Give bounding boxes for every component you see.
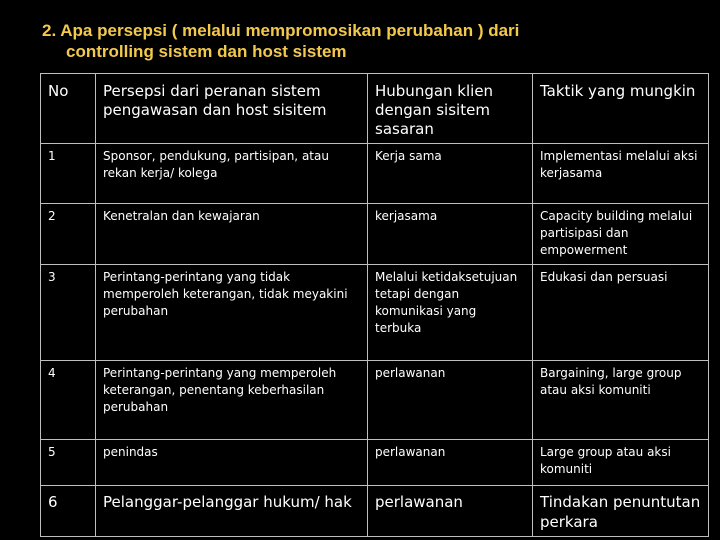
- cell-taktik: Implementasi melalui aksi kerjasama: [533, 144, 709, 204]
- table-row: [41, 144, 709, 204]
- cell-persepsi: Kenetralan dan kewajaran: [96, 204, 368, 265]
- cell-hubungan: kerjasama: [368, 204, 533, 265]
- table-row: [41, 486, 709, 537]
- header-hubungan: Hubungan klien dengan sisitem sasaran: [368, 74, 533, 144]
- cell-hubungan: Kerja sama: [368, 144, 533, 204]
- title-line-2: controlling sistem dan host sistem: [66, 42, 347, 61]
- cell-taktik: Capacity building melalui partisipasi dan empowerment: [533, 204, 709, 265]
- table-row: [41, 265, 709, 361]
- cell-taktik: Edukasi dan persuasi: [533, 265, 709, 361]
- cell-no: 4: [41, 361, 96, 440]
- cell-no: 1: [41, 144, 96, 204]
- perception-table: [40, 73, 709, 537]
- cell-taktik: Bargaining, large group atau aksi komuniti: [533, 361, 709, 440]
- header-persepsi: Persepsi dari peranan sistem pengawasan dan host sisitem: [96, 74, 368, 144]
- cell-persepsi: Perintang-perintang yang memperoleh keterangan, penentang keberhasilan perubahan: [96, 361, 368, 440]
- table-row: [41, 361, 709, 440]
- table-row: [41, 204, 709, 265]
- cell-hubungan: Melalui ketidaksetujuan tetapi dengan komunikasi yang terbuka: [368, 265, 533, 361]
- table-row: [41, 440, 709, 486]
- title-line-1: 2. Apa persepsi ( melalui mempromosikan perubahan ) dari: [42, 21, 520, 40]
- cell-no: 5: [41, 440, 96, 486]
- cell-no: 3: [41, 265, 96, 361]
- table-header-row: [41, 74, 709, 144]
- cell-persepsi: penindas: [96, 440, 368, 486]
- cell-no: 2: [41, 204, 96, 265]
- cell-persepsi: Pelanggar-pelanggar hukum/ hak: [96, 486, 368, 537]
- cell-no: 6: [41, 486, 96, 537]
- cell-hubungan: perlawanan: [368, 486, 533, 537]
- cell-taktik: Tindakan penuntutan perkara: [533, 486, 709, 537]
- cell-persepsi: Perintang-perintang yang tidak memperoleh keterangan, tidak meyakini perubahan: [96, 265, 368, 361]
- header-no: No: [41, 74, 96, 144]
- slide-title: [42, 20, 682, 62]
- cell-hubungan: perlawanan: [368, 361, 533, 440]
- cell-hubungan: perlawanan: [368, 440, 533, 486]
- header-taktik: Taktik yang mungkin: [533, 74, 709, 144]
- cell-taktik: Large group atau aksi komuniti: [533, 440, 709, 486]
- cell-persepsi: Sponsor, pendukung, partisipan, atau rekan kerja/ kolega: [96, 144, 368, 204]
